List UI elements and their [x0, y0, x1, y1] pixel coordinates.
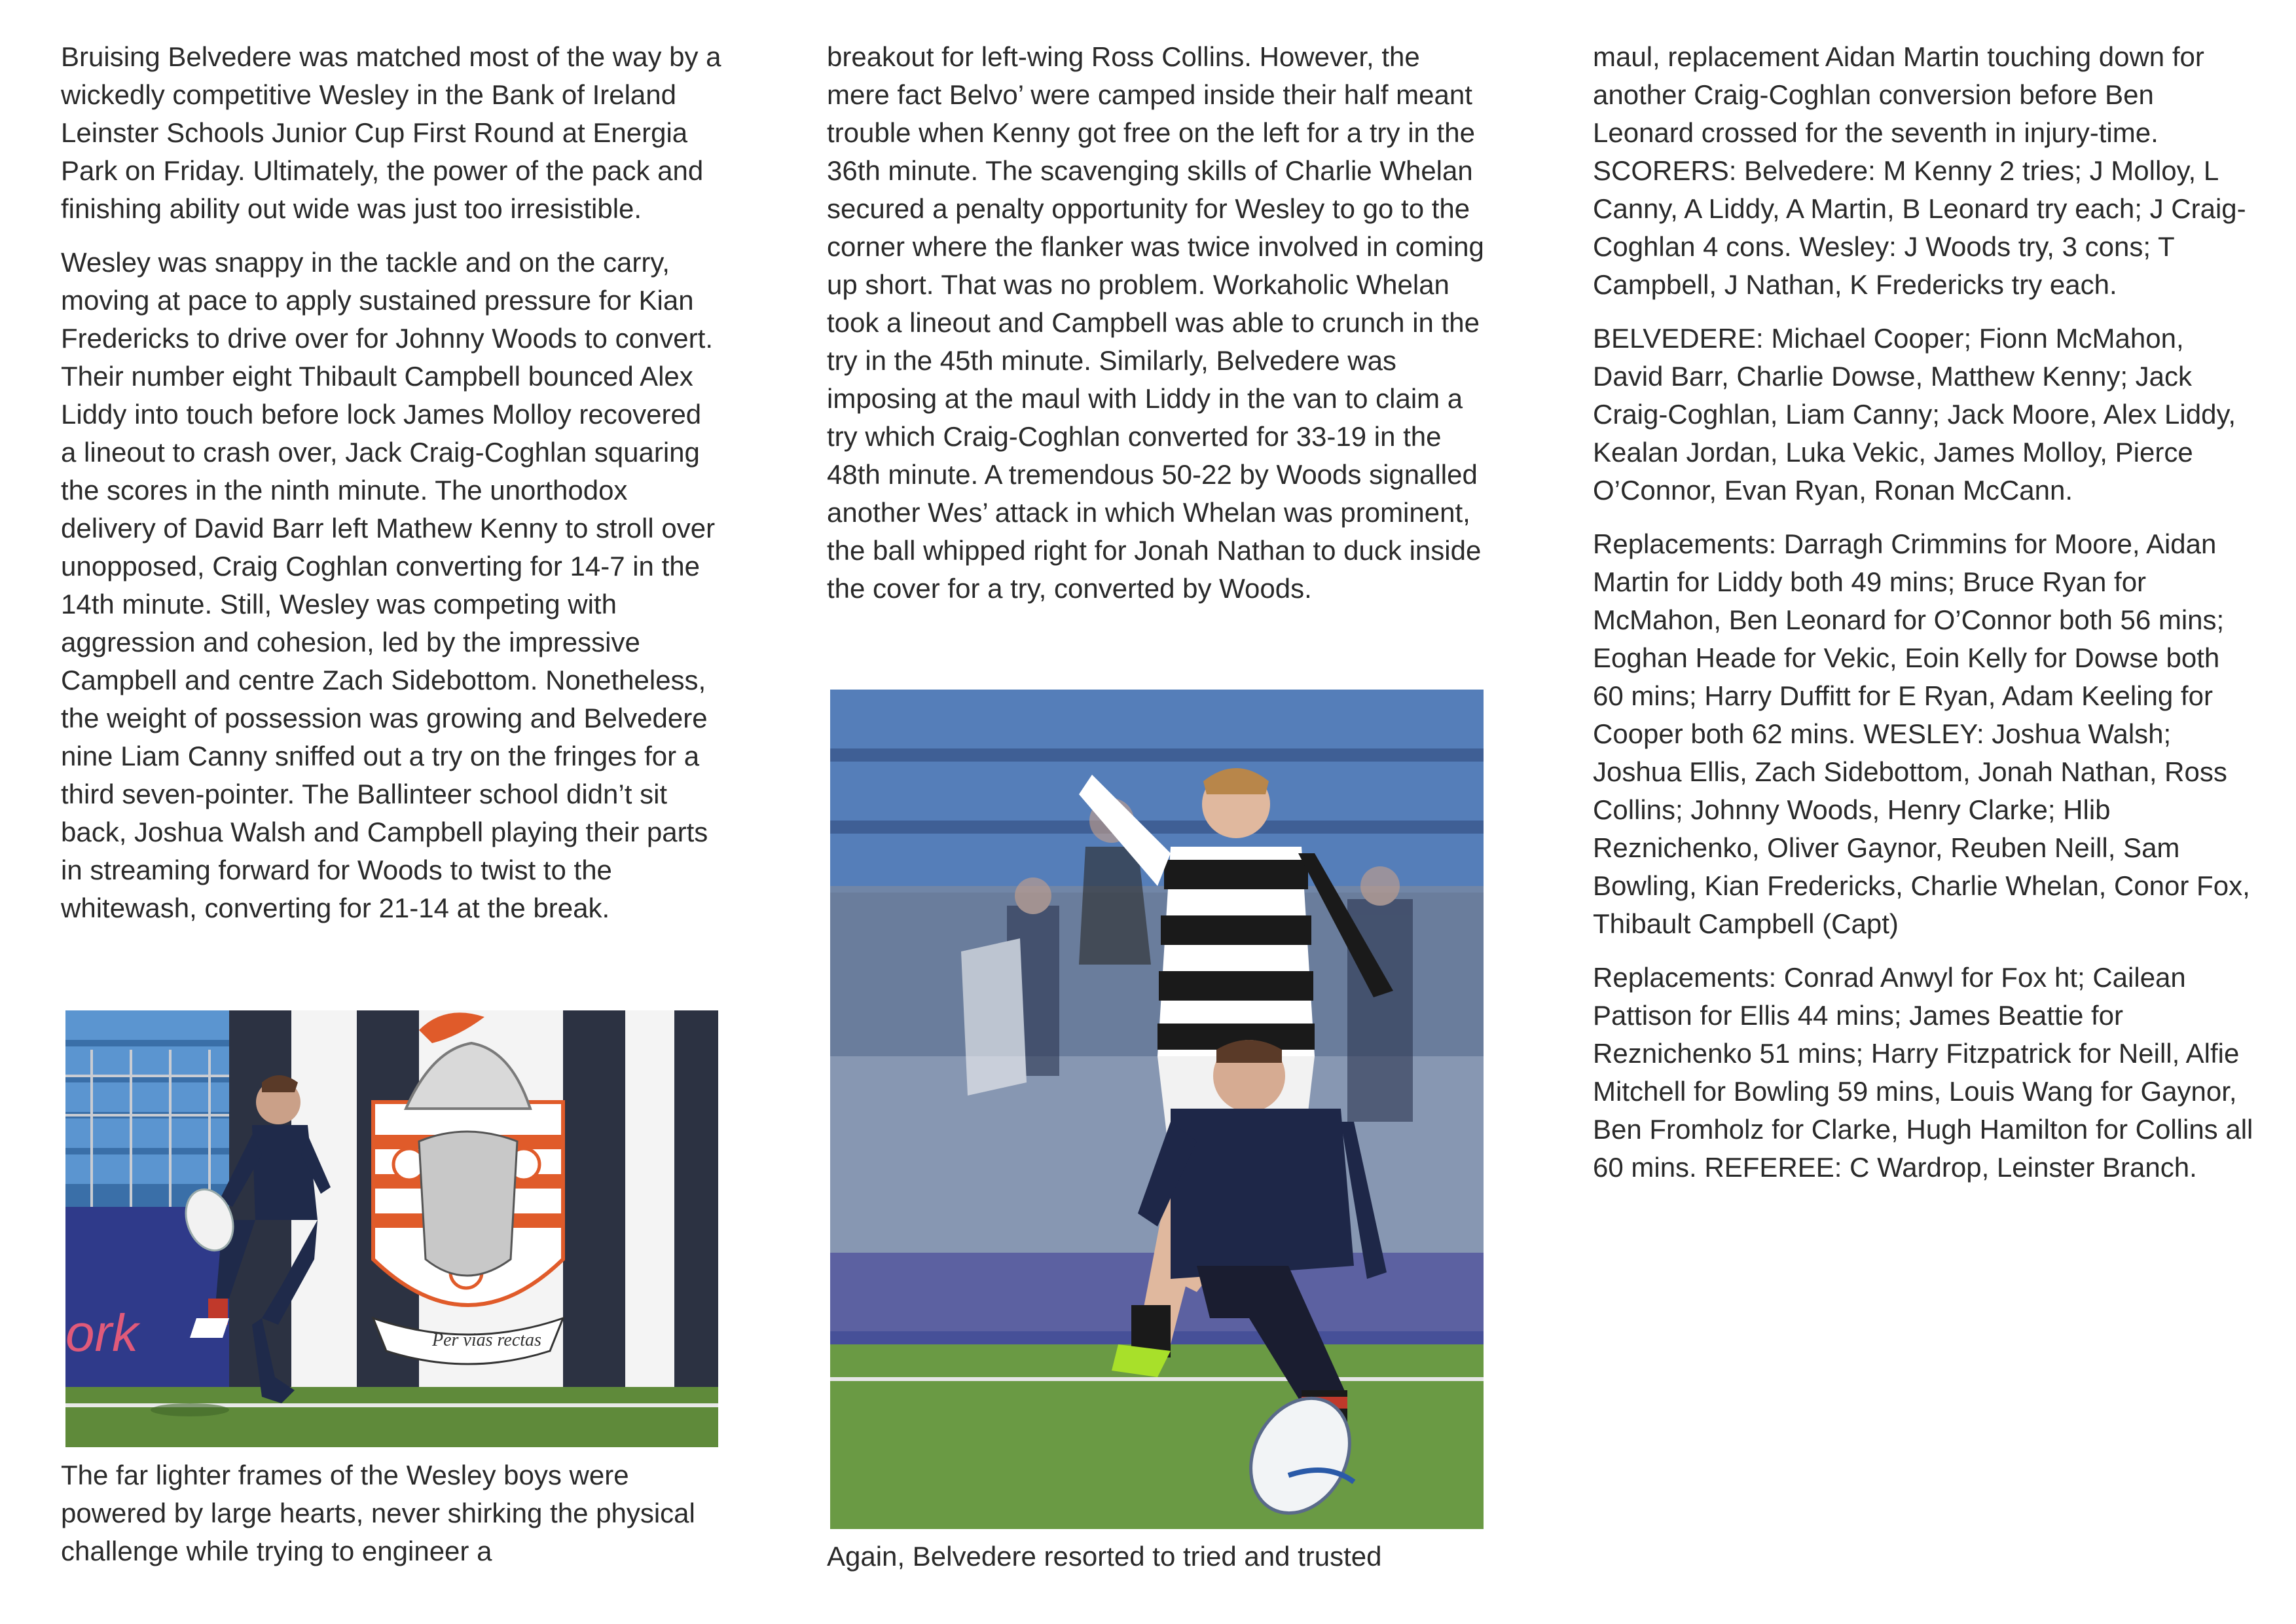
photo-kicker-in-front-of-banner — [65, 1010, 718, 1447]
article-paragraph: The far lighter frames of the Wesley boys were powered by large hearts, never shirking the physical challenge while trying to engineer a — [61, 1460, 695, 1566]
article-paragraph: Again, Belvedere resorted to tried and trusted — [827, 1541, 1382, 1572]
replacements-and-wesley-lineup: Replacements: Darragh Crimmins for Moore, Aidan Martin for Liddy both 49 mins; Bruce Ryan for McMahon, Ben Leonard for O’Connor both 56 mins; Eoghan Heade for Vekic, Eoin Kelly for Dowse both 60 mins; Harry Duffitt for E Ryan, Adam Keeling for Cooper both 62 mins. WESLEY: Joshua Walsh; Joshua Ellis, Zach Sidebottom, Jonah Nathan, Ross Collins; Johnny Woods, Henry Clarke; Hlib Reznichenko, Oliver Gaynor, Reuben Neill, Sam Bowling, Kian Fredericks, Charlie Whelan, Conor Fox, Thibault Campbell (Capt) — [1593, 528, 2250, 939]
photo-tackle-contest — [830, 690, 1484, 1529]
svg-text:ork: ork — [65, 1304, 139, 1362]
article-column-1 — [61, 38, 722, 943]
replacements-and-referee: Replacements: Conrad Anwyl for Fox ht; Cailean Pattison for Ellis 44 mins; James Beattie for Reznichenko 51 mins; Harry Fitzpatrick for Neill, Alfie Mitchell for Bowling 59 mins, Louis Wang for Gaynor, Ben Fromholz for Clarke, Hugh Hamilton for Collins all 60 mins. REFEREE: C Wardrop, Leinster Branch. — [1593, 962, 2253, 1183]
article-paragraph: breakout for left-wing Ross Collins. However, the mere fact Belvo’ were camped inside their half meant trouble when Kenny got free on the left for a try in the 36th minute. The scavenging skills of Charlie Whelan secured a penalty opportunity for Wesley to go to the corner where the flanker was twice involved in coming up short. That was no problem. Workaholic Whelan took a lineout and Campbell was able to crunch in the try in the 45th minute. Similarly, Belvedere was imposing at the maul with Liddy in the van to claim a try which Craig-Coghlan converted for 33-19 in the 48th minute. A tremendous 50-22 by Woods signalled another Wes’ attack in which Whelan was prominent, the ball whipped right for Jonah Nathan to duck inside the cover for a try, converted by Woods. — [827, 41, 1484, 604]
article-paragraph: Wesley was snappy in the tackle and on the carry, moving at pace to apply sustained pressure for Kian Fredericks to drive over for Johnny Woods to convert. Their number eight Thibault Campbell bounced Alex Liddy into touch before lock James Molloy recovered a lineout to crash over, Jack Craig-Coghlan squaring the scores in the ninth minute. The unorthodox delivery of David Barr left Mathew Kenny to stroll over unopposed, Craig Coghlan converting for 14-7 in the 14th minute. Still, Wesley was competing with aggression and cohesion, led by the impressive Campbell and centre Zach Sidebottom. Nonetheless, the weight of possession was growing and Belvedere nine Liam Canny sniffed out a try on the fringes for a third seven-pointer. The Ballinteer school didn’t sit back, Joshua Walsh and Campbell playing their parts in streaming forward for Woods to twist to the whitewash, converting for 21-14 at the break. — [61, 247, 716, 923]
svg-text:Per vias rectas: Per vias rectas — [432, 1330, 541, 1350]
article-paragraph: Bruising Belvedere was matched most of the way by a wickedly competitive Wesley in the Bank of Ireland Leinster Schools Junior Cup First Round at Energia Park on Friday. Ultimately, the power of the pack and finishing ability out wide was just too irresistible. — [61, 41, 721, 224]
article-column-2 — [827, 38, 1488, 623]
article-paragraph: maul, replacement Aidan Martin touching down for another Craig-Coghlan conversion before Ben Leonard crossed for the seventh in injury-time. SCORERS: Belvedere: M Kenny 2 tries; J Molloy, L Canny, A Liddy, A Martin, B Leonard try each; J Craig-Coghlan 4 cons. Wesley: J Woods try, 3 cons; T Campbell, J Nathan, K Fredericks try each. — [1593, 41, 2246, 300]
article-column-3 — [1593, 38, 2254, 1202]
team-lineup-belvedere: BELVEDERE: Michael Cooper; Fionn McMahon, David Barr, Charlie Dowse, Matthew Kenny; Jack Craig-Coghlan, Liam Canny; Jack Moore, Alex Liddy, Kealan Jordan, Luka Vekic, James Molloy, Pierce O’Connor, Evan Ryan, Ronan McCann. — [1593, 323, 2236, 506]
